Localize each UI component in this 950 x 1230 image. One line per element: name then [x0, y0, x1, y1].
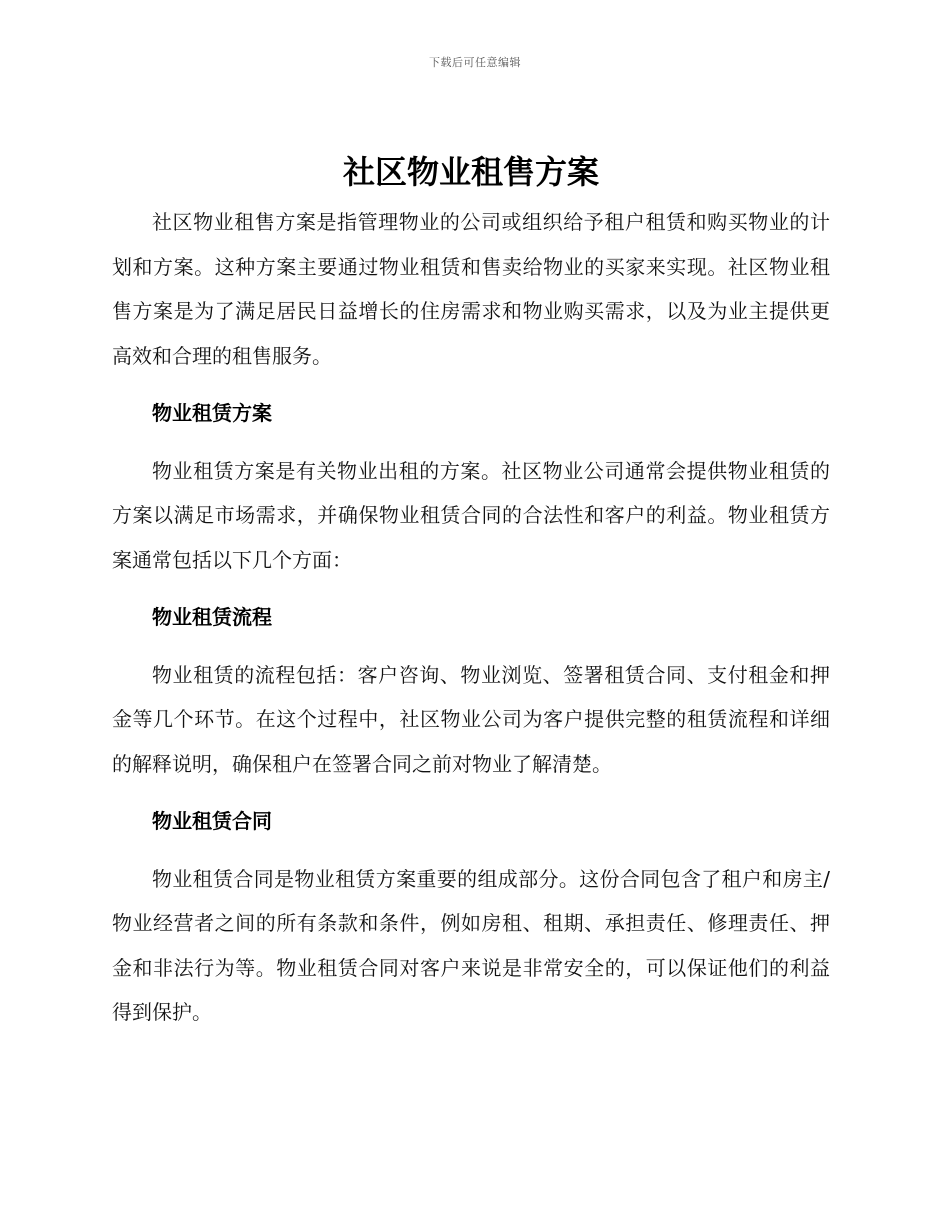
header-note: 下载后可任意编辑	[429, 56, 521, 69]
section-heading-rental-plan: 物业租赁方案	[152, 401, 272, 425]
section-body-rental-plan: 物业租赁方案是有关物业出租的方案。社区物业公司通常会提供物业租赁的方案以满足市场需求，并确保物业租赁合同的合法性和客户的利益。物业租赁方案通常包括以下几个方面：	[112, 458, 830, 572]
section-body-rental-process: 物业租赁的流程包括：客户咨询、物业浏览、签署租赁合同、支付租金和押金等几个环节。在这个过程中，社区物业公司为客户提供完整的租赁流程和详细的解释说明，确保租户在签署合同之前对物业了解清楚。	[112, 662, 830, 776]
section-gap	[112, 378, 830, 391]
section-gap	[112, 640, 830, 653]
section-gap	[112, 844, 830, 857]
section-gap	[112, 582, 830, 595]
document-content	[112, 148, 830, 1035]
section-heading-rental-process: 物业租赁流程	[152, 605, 272, 629]
intro-paragraph: 社区物业租售方案是指管理物业的公司或组织给予租户租赁和购买物业的计划和方案。这种方案主要通过物业租赁和售卖给物业的买家来实现。社区物业租售方案是为了满足居民日益增长的住房需求和物业购买需求，以及为业主提供更高效和合理的租售服务。	[112, 210, 830, 368]
section-body-rental-contract: 物业租赁合同是物业租赁方案重要的组成部分。这份合同包含了租户和房主/物业经营者之间的所有条款和条件，例如房租、租期、承担责任、修理责任、押金和非法行为等。物业租赁合同对客户来说是非常安全的，可以保证他们的利益得到保护。	[112, 866, 830, 1024]
document-title: 社区物业租售方案	[342, 153, 599, 191]
section-gap	[112, 786, 830, 799]
section-heading-rental-contract: 物业租赁合同	[152, 809, 272, 833]
section-gap	[112, 436, 830, 449]
